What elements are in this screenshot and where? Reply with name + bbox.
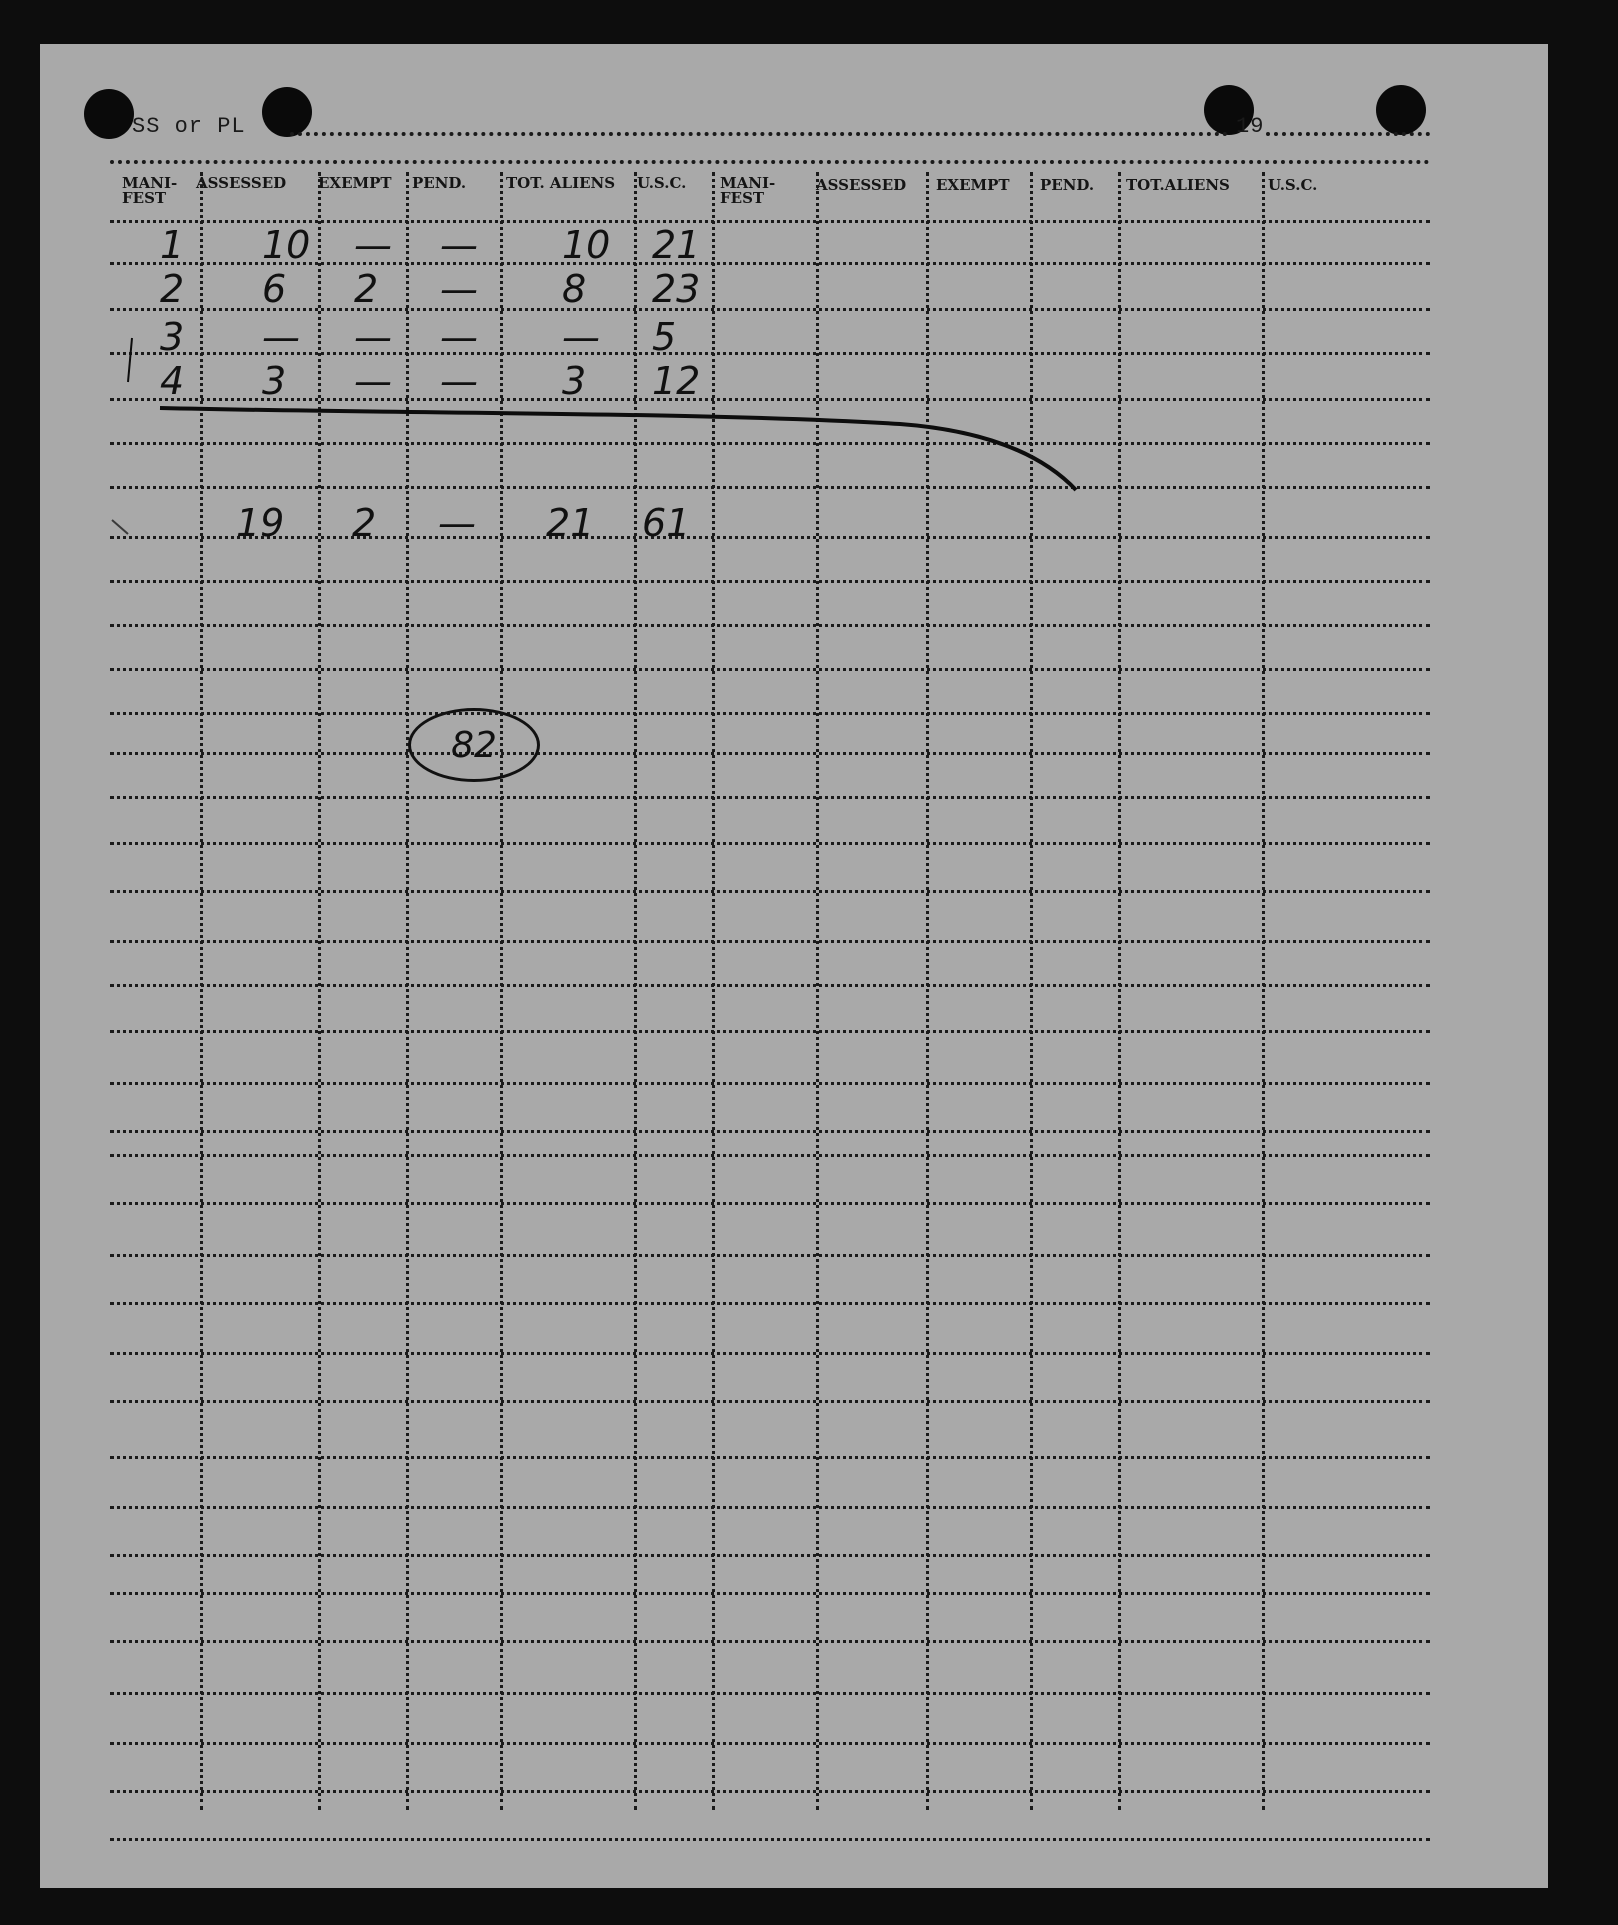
column-header-pend: PEND. bbox=[412, 174, 467, 192]
column-header-tot-aliens-2: TOT.ALIENS bbox=[1126, 176, 1230, 194]
column-header-assessed: ASSESSED bbox=[196, 174, 287, 192]
entry-usc: 12 bbox=[652, 359, 701, 403]
tally-underline bbox=[160, 408, 1076, 490]
column-header-exempt-2: EXEMPT bbox=[936, 176, 1010, 194]
entry-assessed: 10 bbox=[262, 223, 311, 267]
year-label: 19 bbox=[1236, 114, 1265, 139]
manifest-bracket-mark bbox=[128, 338, 132, 382]
column-header-usc: U.S.C. bbox=[637, 174, 687, 192]
entry-usc: 5 bbox=[652, 315, 677, 359]
entry-pend: — bbox=[440, 359, 478, 403]
entry-assessed: 6 bbox=[262, 267, 287, 311]
column-header-manifest: MANI-FEST bbox=[122, 174, 178, 207]
entry-tot-aliens: — bbox=[562, 315, 600, 359]
entry-tot-aliens: 8 bbox=[562, 267, 587, 311]
column-header-tot-aliens: TOT. ALIENS bbox=[506, 174, 616, 192]
entry-pend: — bbox=[440, 315, 478, 359]
entry-manifest: 2 bbox=[160, 267, 185, 311]
column-header-manifest-2: MANI-FEST bbox=[720, 174, 776, 207]
entry-tot-aliens: 3 bbox=[562, 359, 587, 403]
entry-pend: — bbox=[440, 223, 478, 267]
entry-usc: 21 bbox=[652, 223, 701, 267]
entry-assessed: — bbox=[262, 315, 300, 359]
entry-exempt: 2 bbox=[354, 267, 379, 311]
circled-total-value: 82 bbox=[451, 724, 497, 766]
entry-tot-aliens: 10 bbox=[562, 223, 611, 267]
entry-exempt: — bbox=[354, 223, 392, 267]
total-assessed: 19 bbox=[236, 501, 285, 545]
column-header-exempt: EXEMPT bbox=[318, 174, 392, 192]
entry-manifest: 4 bbox=[160, 359, 185, 403]
entry-assessed: 3 bbox=[262, 359, 287, 403]
stray-mark bbox=[112, 520, 128, 534]
column-header-assessed-2: ASSESSED bbox=[816, 176, 907, 194]
entry-manifest: 3 bbox=[160, 315, 185, 359]
total-usc: 61 bbox=[642, 501, 691, 545]
entry-manifest: 1 bbox=[160, 223, 185, 267]
total-exempt: 2 bbox=[352, 501, 377, 545]
entry-pend: — bbox=[440, 267, 478, 311]
entry-exempt: — bbox=[354, 359, 392, 403]
column-header-usc-2: U.S.C. bbox=[1268, 176, 1318, 194]
entry-usc: 23 bbox=[652, 267, 701, 311]
total-pend: — bbox=[438, 501, 476, 545]
total-tot-aliens: 21 bbox=[546, 501, 595, 545]
entry-exempt: — bbox=[354, 315, 392, 359]
vessel-label: SS or PL bbox=[132, 114, 246, 139]
column-header-pend-2: PEND. bbox=[1040, 176, 1095, 194]
